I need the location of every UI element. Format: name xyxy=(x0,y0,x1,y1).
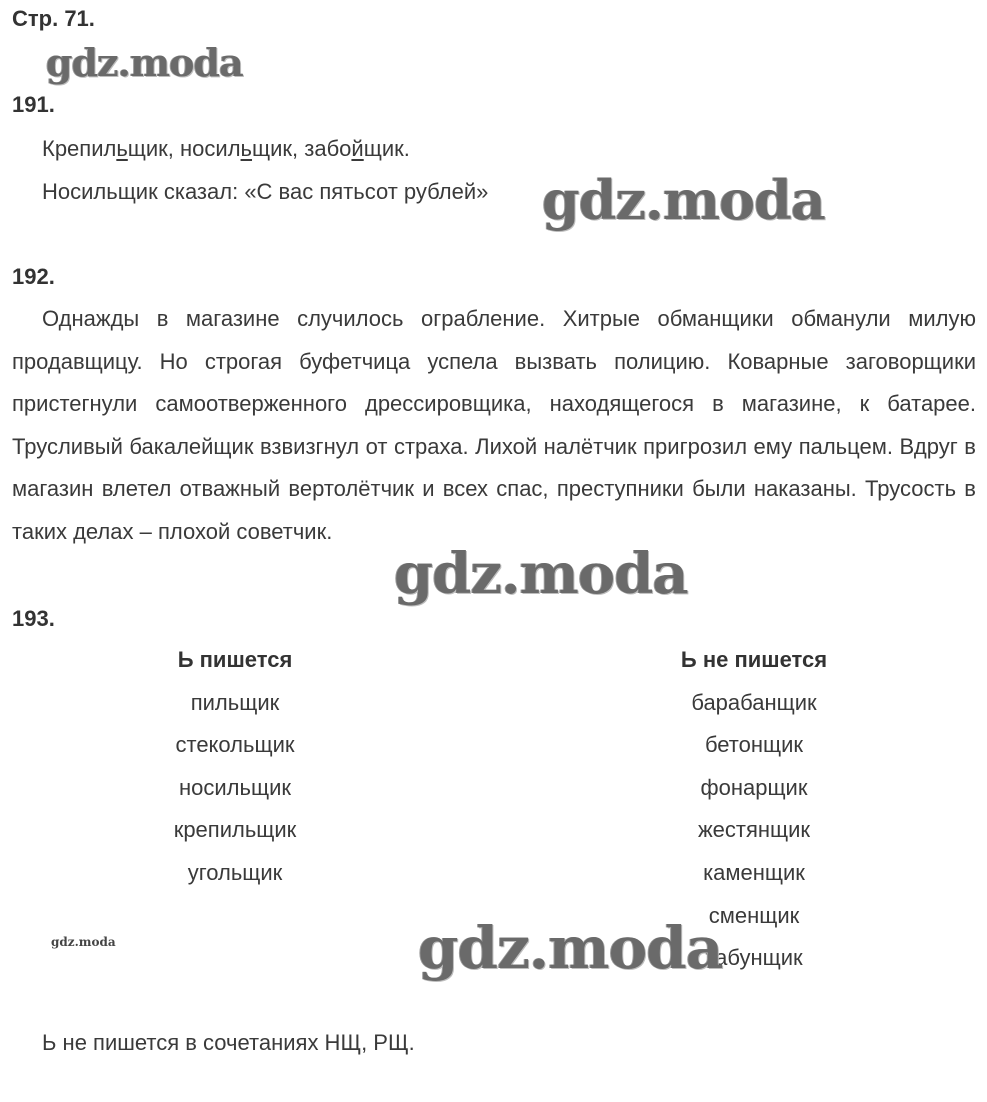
watermark-logo: gdz.moda xyxy=(418,914,723,982)
watermark-logo: gdz.moda xyxy=(46,40,243,85)
ex191-seg: щик, забо xyxy=(252,136,352,161)
word-item: стекольщик xyxy=(175,732,295,758)
exercise-192-paragraph: Однажды в магазине случилось ограбление. Хитрые обманщики обманули милую продавщицу. Но строгая буфетчица успела вызвать полицию. Коварные заговорщики пристегнули самоотверженного дрессировщика, находящегося в магазине, к батарее. Трусливый бакалейщик взвизгнул от страха. Лихой налётчик пригрозил ему пальцем. Вдруг в магазин влетел отважный вертолётчик и всех спас, преступники были наказаны. Трусость в таких делах – плохой советчик. xyxy=(12,306,976,544)
watermark-small: gdz.moda xyxy=(51,935,116,949)
word-item: табунщик xyxy=(705,945,803,971)
column-title: Ь не пишется xyxy=(680,647,828,672)
exercise-191-line-2: Носильщик сказал: «С вас пятьсот рублей» xyxy=(42,179,489,204)
word-item: пильщик xyxy=(190,689,280,715)
word-item: бетонщик xyxy=(704,732,804,758)
ex191-seg: Крепил xyxy=(42,136,117,161)
exercise-193-number: 193. xyxy=(12,606,55,631)
word-item: угольщик xyxy=(187,859,283,885)
watermark-logo: gdz.moda xyxy=(394,541,688,607)
word-item: фонарщик xyxy=(700,774,808,800)
word-item: барабанщик xyxy=(691,689,817,715)
ex191-seg: щик. xyxy=(363,136,410,161)
exercise-192-number: 192. xyxy=(12,264,55,289)
ex191-underlined-letter: й xyxy=(351,136,364,161)
word-item: жестянщик xyxy=(697,817,811,843)
ex191-seg: щик, носил xyxy=(127,136,241,161)
word-item: сменщик xyxy=(708,902,800,928)
exercise-191-line-1 xyxy=(42,136,410,162)
ex191-underlined-letter: ь xyxy=(240,136,253,161)
word-item: крепильщик xyxy=(173,817,297,843)
column-title: Ь пишется xyxy=(177,647,293,672)
page-header: Стр. 71. xyxy=(12,6,95,31)
ex191-underlined-letter: ь xyxy=(116,136,128,161)
word-item: носильщик xyxy=(179,774,291,800)
word-item: каменщик xyxy=(703,859,805,885)
watermark-logo: gdz.moda xyxy=(542,168,825,232)
column-soft-sign-written xyxy=(85,639,385,895)
exercise-191-number: 191. xyxy=(12,92,55,117)
exercise-193-conclusion: Ь не пишется в сочетаниях НЩ, РЩ. xyxy=(42,1030,415,1055)
